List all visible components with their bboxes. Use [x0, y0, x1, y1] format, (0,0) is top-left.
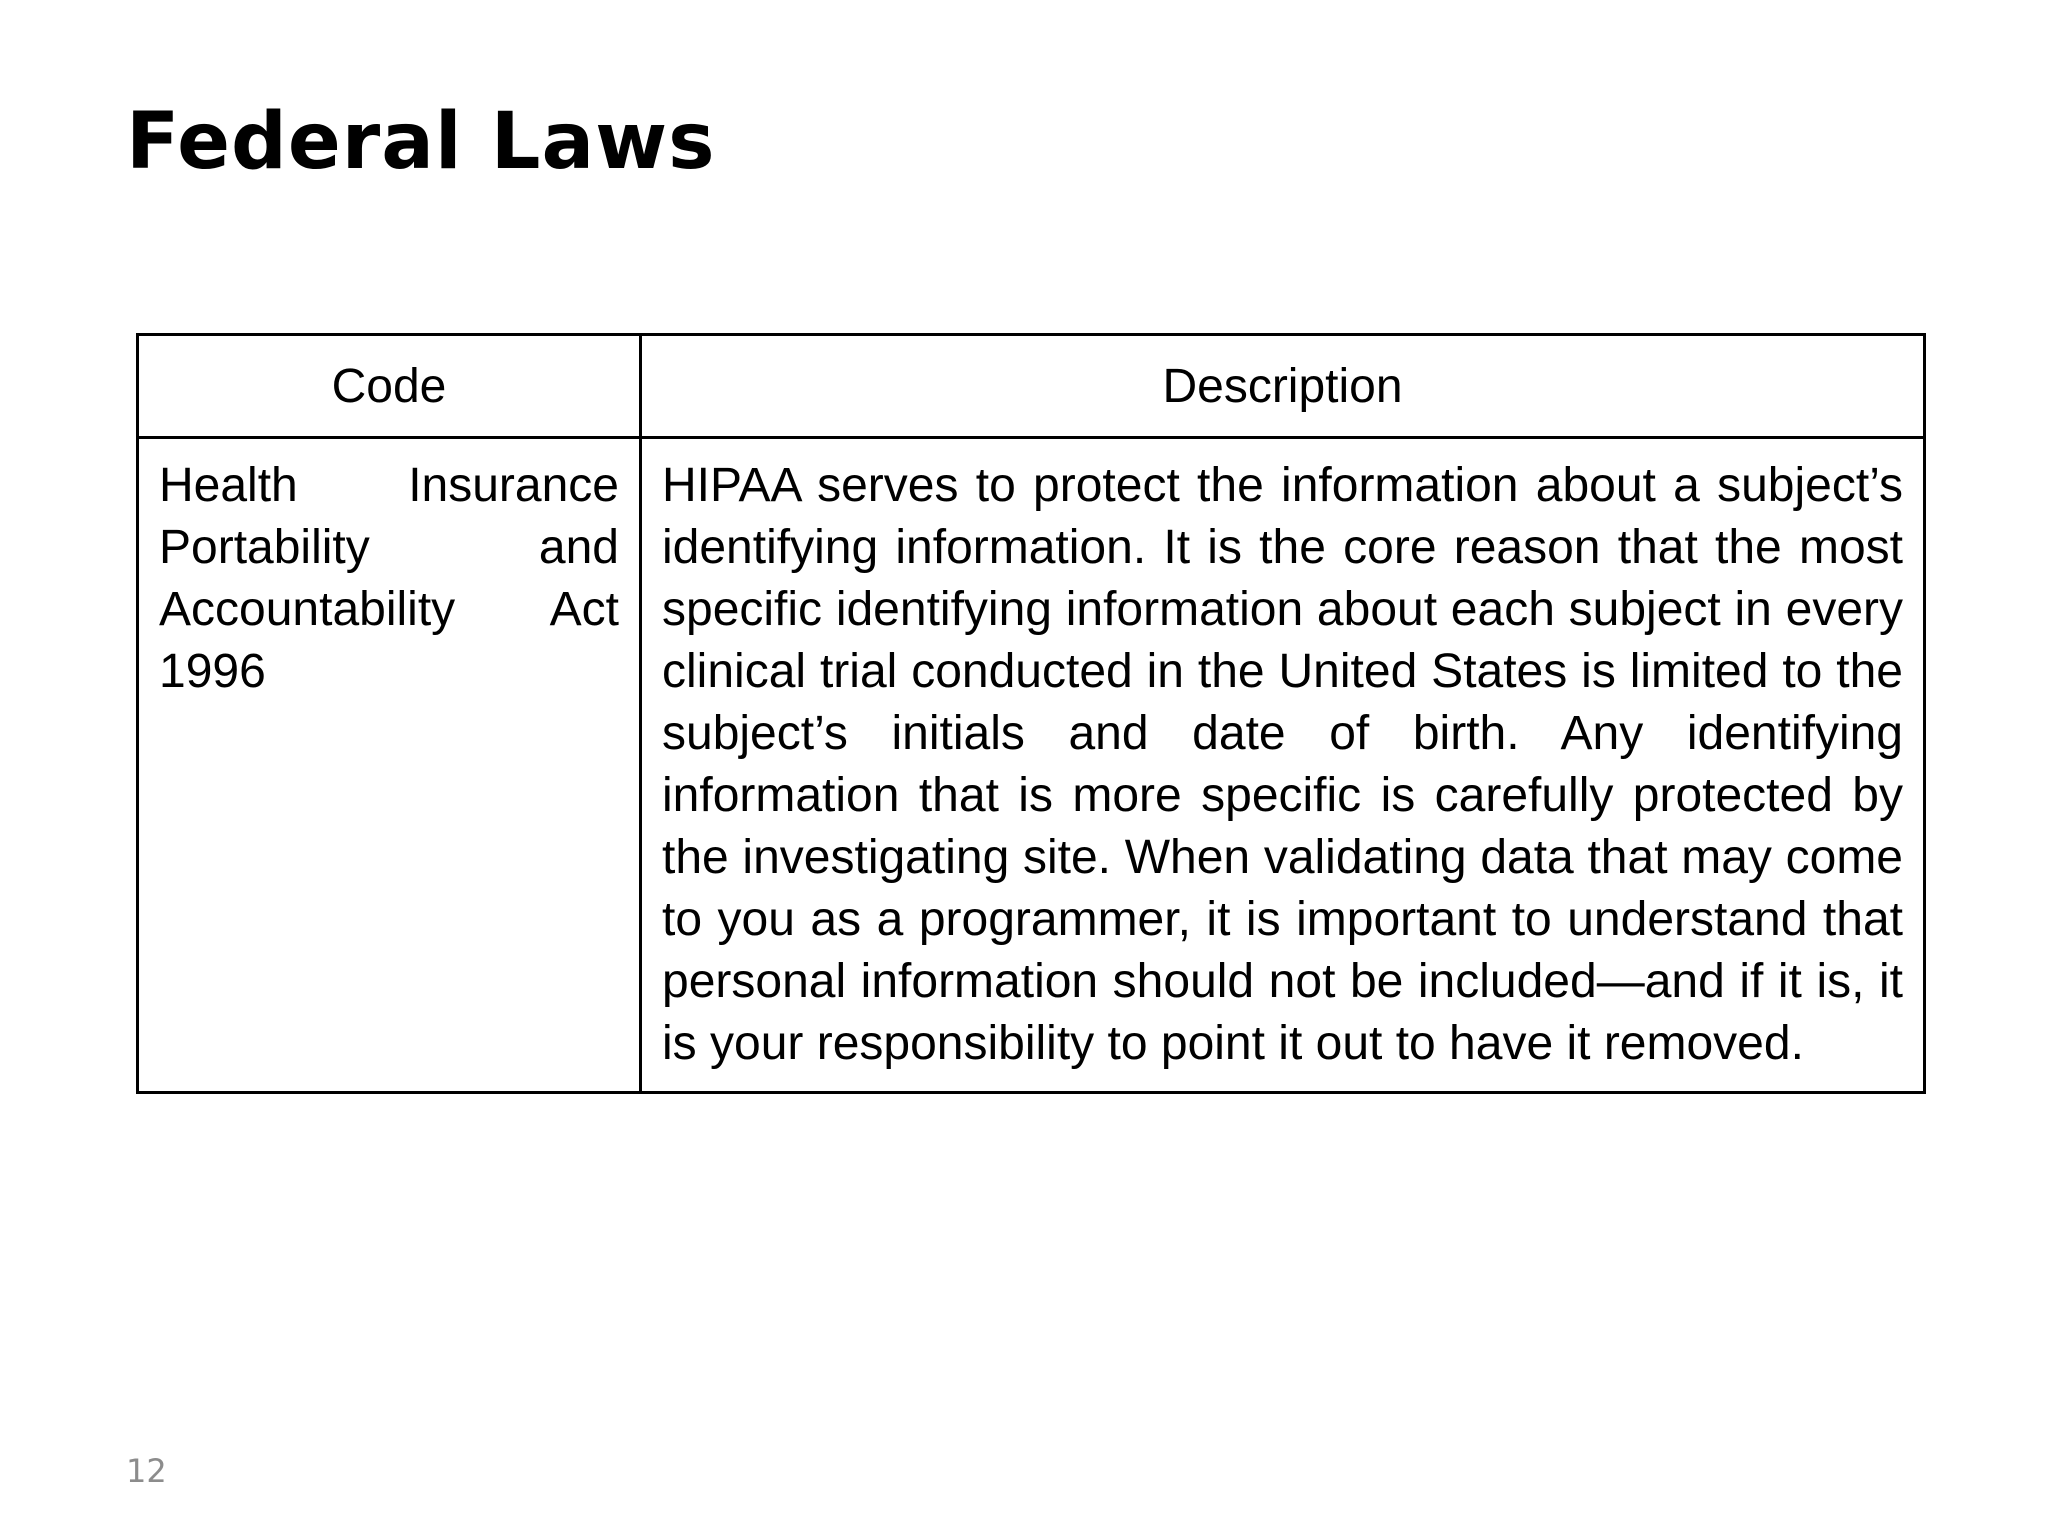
column-header-code: Code — [138, 335, 641, 438]
table-row — [138, 438, 1925, 1093]
page-number: 12 — [126, 1452, 167, 1490]
description-cell: HIPAA serves to protect the information about a subject’s identifying information. It is the core reason that the most specific identifying information about each subject in every clinical trial conducted in the United States is limited to the subject’s initials and date of birth. Any identifying information that is more specific is carefully protected by the investigating site. When validating data that may come to you as a programmer, it is important to understand that personal information should not be included—and if it is, it is your responsibility to point it out to have it removed. — [641, 438, 1925, 1093]
laws-table — [136, 333, 1926, 1094]
code-cell: Health Insurance Portability and Accountability Act 1996 — [138, 438, 641, 1093]
table-header-row — [138, 335, 1925, 438]
laws-table-container — [136, 333, 1923, 1094]
slide-title: Federal Laws — [126, 97, 716, 187]
column-header-description: Description — [641, 335, 1925, 438]
